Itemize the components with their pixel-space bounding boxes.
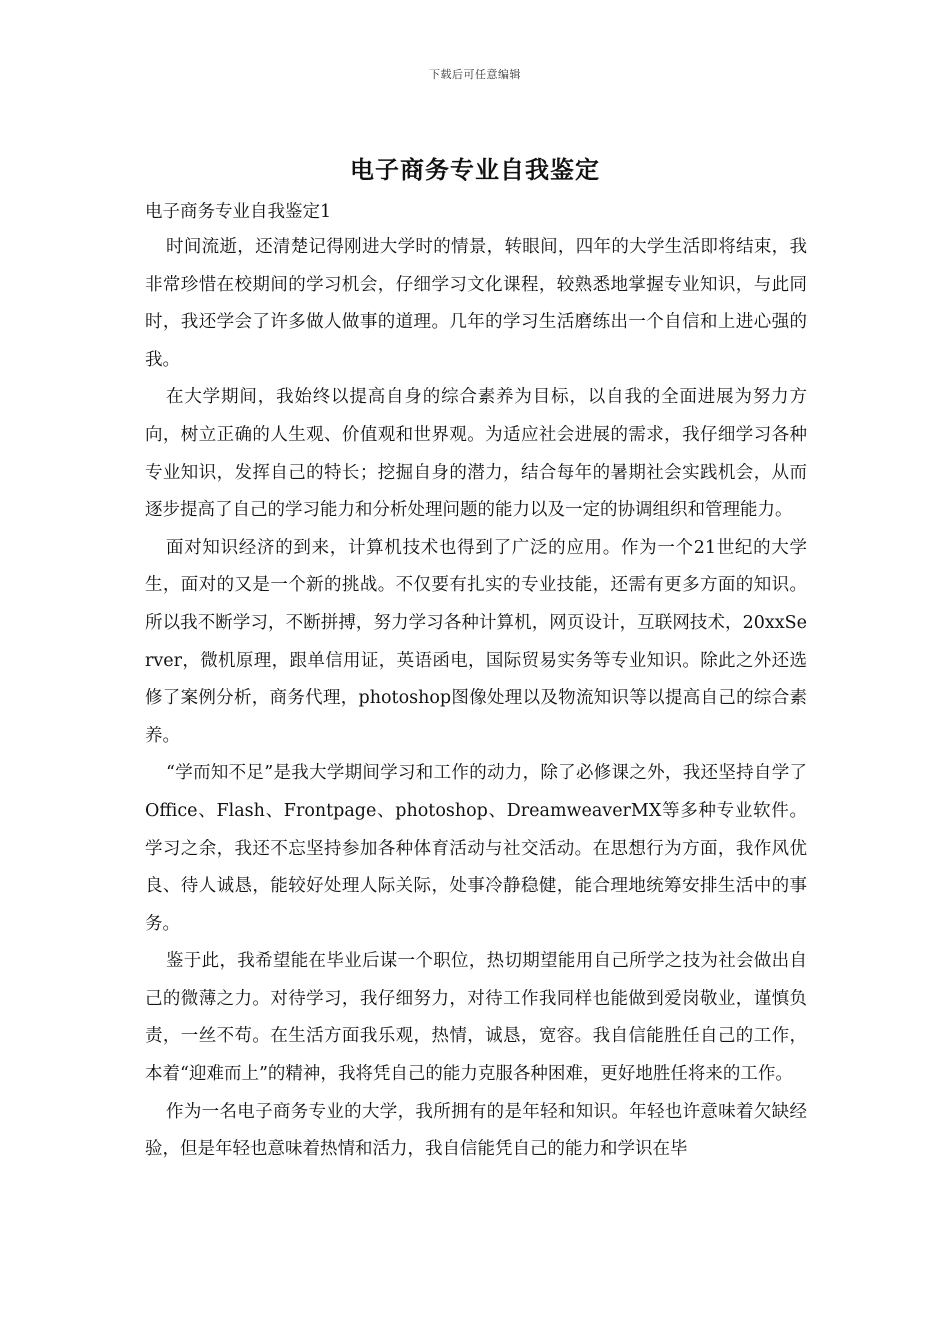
paragraph: “学而知不足”是我大学期间学习和工作的动力，除了必修课之外，我还坚持自学了Office、Flash、Frontpage、photoshop、DreamweaverMX等多种专业软件。学习之余，我还不忘坚持参加各种体育活动与社交活动。在思想行为方面，我作风优良、待人诚恳，能较好处理人际关际，处事冷静稳健，能合理地统筹安排生活中的事务。	[145, 763, 807, 934]
document-title: 电子商务专业自我鉴定	[350, 155, 600, 184]
paragraph: 在大学期间，我始终以提高自身的综合素养为目标，以自我的全面进展为努力方向，树立正确的人生观、价值观和世界观。为适应社会进展的需求，我仔细学习各种专业知识，发挥自己的特长；挖掘自身的潜力，结合每年的暑期社会实践机会，从而逐步提高了自己的学习能力和分析处理问题的能力以及一定的协调组织和管理能力。	[145, 387, 807, 521]
section-subtitle: 电子商务专业自我鉴定1	[145, 202, 332, 222]
paragraph: 鉴于此，我希望能在毕业后谋一个职位，热切期望能用自己所学之技为社会做出自己的微薄之力。对待学习，我仔细努力，对待工作我同样也能做到爱岗敬业，谨慎负责，一丝不苟。在生活方面我乐观，热情，诚恳，宽容。我自信能胜任自己的工作，本着“迎难而上”的精神，我将凭自己的能力克服各种困难，更好地胜任将来的工作。	[145, 951, 807, 1085]
paragraph: 作为一名电子商务专业的大学，我所拥有的是年轻和知识。年轻也许意味着欠缺经验，但是年轻也意味着热情和活力，我自信能凭自己的能力和学识在毕	[145, 1101, 807, 1160]
paragraph: 时间流逝，还清楚记得刚进大学时的情景，转眼间，四年的大学生活即将结束，我非常珍惜在校期间的学习机会，仔细学习文化课程，较熟悉地掌握专业知识，与此同时，我还学会了许多做人做事的道理。几年的学习生活磨练出一个自信和上进心强的我。	[145, 237, 807, 370]
document-body	[145, 195, 807, 1169]
paragraph: 面对知识经济的到来，计算机技术也得到了广泛的应用。作为一个21世纪的大学生，面对的又是一个新的挑战。不仅要有扎实的专业技能，还需有更多方面的知识。所以我不断学习，不断拼搏，努力学习各种计算机，网页设计，互联网技术，20xxServer，微机原理，跟单信用证，英语函电，国际贸易实务等专业知识。除此之外还选修了案例分析，商务代理，photoshop图像处理以及物流知识等以提高自己的综合素养。	[145, 537, 807, 746]
header-note: 下载后可任意编辑	[429, 68, 521, 81]
